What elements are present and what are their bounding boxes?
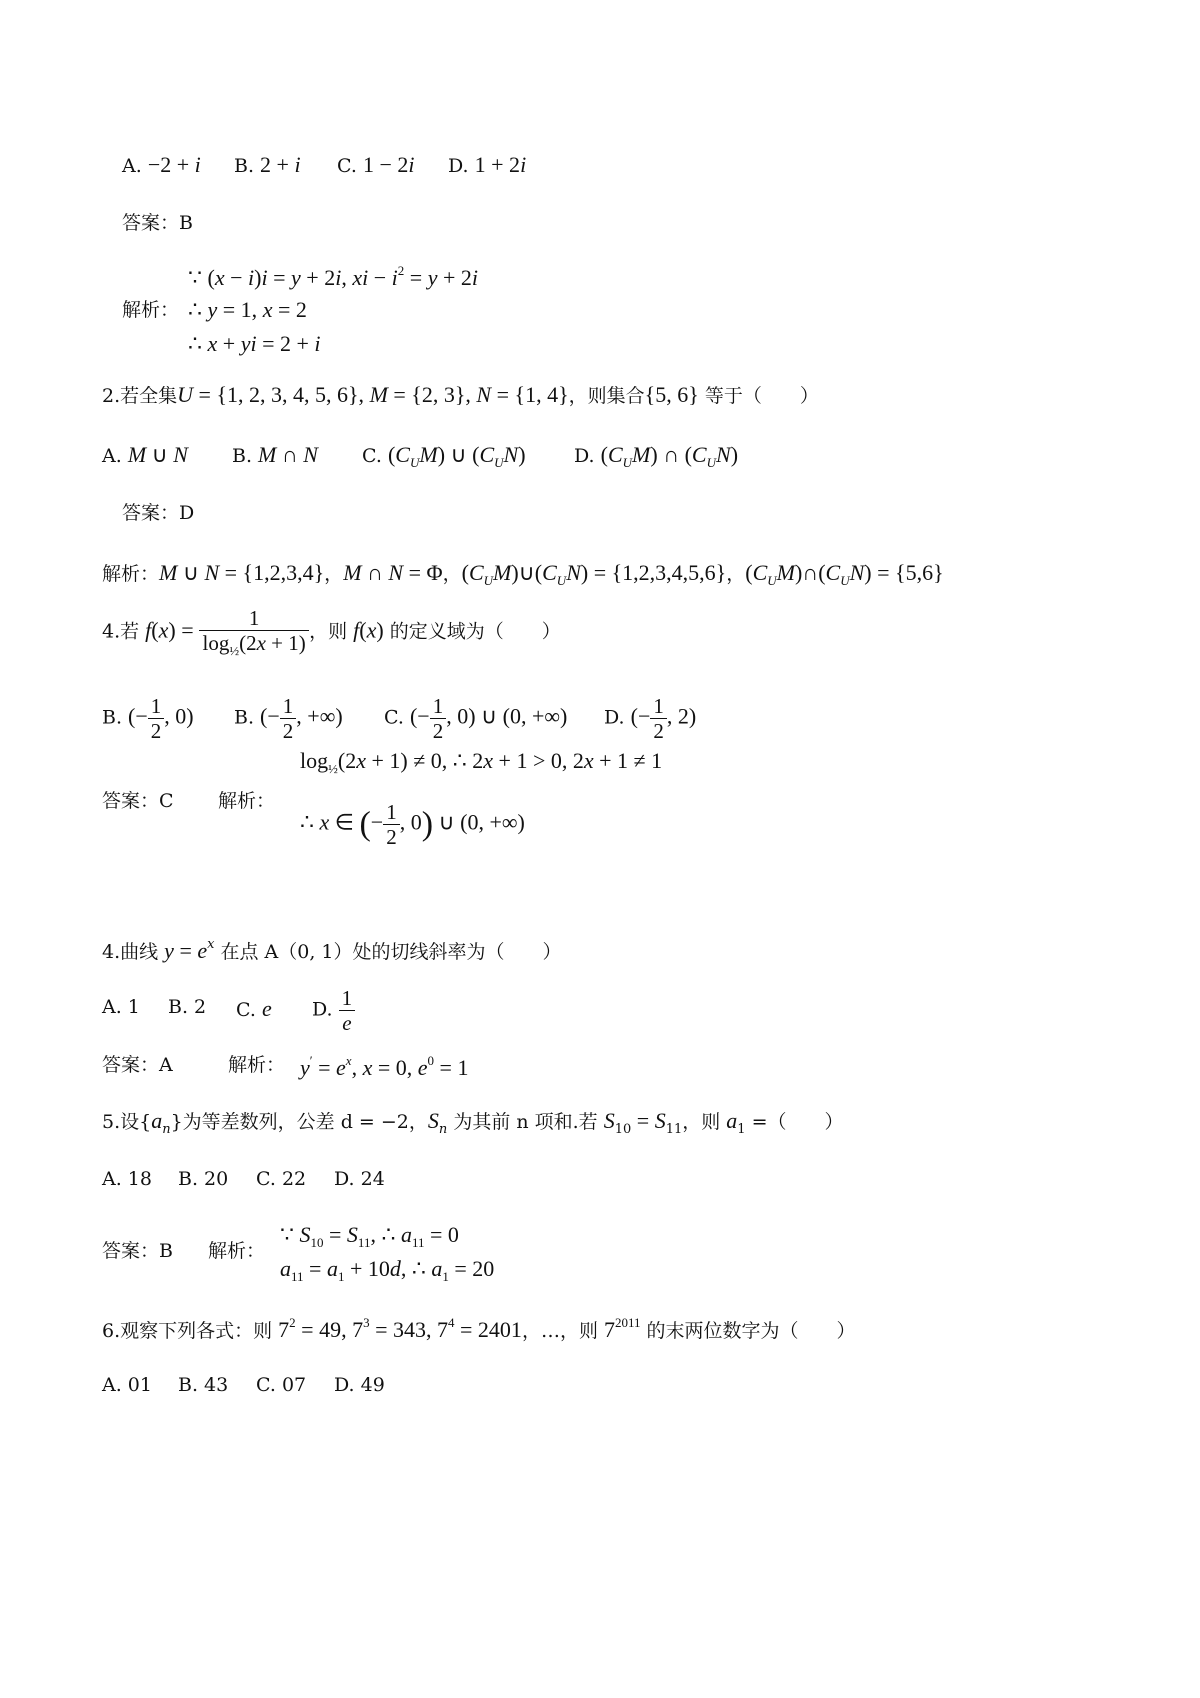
q1-option-b: B. 2 + i xyxy=(234,152,301,177)
q3-question: 4.若 f(x) = $\frac{1}{\log_{\frac{1}{2}}(2x + 1)}$ ，则 f(x) 的定义域为（ ） xyxy=(102,606,561,659)
q1-option-d: D. 1 + 2i xyxy=(448,152,527,177)
q3-analysis-line-1: $\log_{\frac{1}{2}}(2x + 1) \ne 0$, ∴ 2x + 1 > 0, 2x + 1 ≠ 1 xyxy=(300,748,663,776)
q3-analysis-label: 解析： xyxy=(218,790,276,812)
q5-option-a: A. 18 xyxy=(102,1168,152,1190)
q1-analysis-line-1: ∵ (x − i)i = y + 2i, xi − $i^2 = y + 2i$ xyxy=(188,263,478,290)
q6-option-c: C. 07 xyxy=(256,1374,307,1396)
q6-option-b: B. 43 xyxy=(178,1374,229,1396)
q3-option-d: D. (− $\frac{1}{2}$ , 2) xyxy=(604,694,697,744)
q3-option-a: B. (− $\frac{1}{2}$ , 0) xyxy=(102,694,194,744)
q1-option-a: A. −2 + i xyxy=(122,152,201,177)
q5-answer: 答案：B xyxy=(102,1240,173,1262)
q5-analysis-line-1: ∵ $S_{10} = S_{11}$, ∴ $a_{11} = 0$ xyxy=(280,1222,459,1250)
q4-option-d: D. $\frac{1}{e}$ xyxy=(312,986,355,1035)
q3-option-c: C. (− $\frac{1}{2}$ , 0) ∪ (0, +∞) xyxy=(384,694,568,744)
q4-option-a: A. 1 xyxy=(102,996,140,1018)
q3-option-b: B. (− $\frac{1}{2}$ , +∞) xyxy=(234,694,343,744)
q5-option-b: B. 20 xyxy=(178,1168,229,1190)
q2-option-a: A. M ∪ N xyxy=(102,442,188,467)
q1-option-c: C. 1 − 2i xyxy=(337,152,415,177)
q3-analysis-line-2: ∴ x ∈ (− $\frac{1}{2}$ , 0) ∪ (0, +∞) xyxy=(300,800,525,850)
q4-option-c: C. e xyxy=(236,996,272,1021)
q5-question: 5.设$\{a_n\}$为等差数列，公差 d = −2，$S_n$ 为其前 n 项和.若 $S_{10} = S_{11}$，则 $a_1$ =（ ） xyxy=(102,1108,844,1137)
q4-analysis-label: 解析： xyxy=(228,1054,286,1076)
q4-analysis: $y' = e^x$, x = 0, $e^0 = 1$ xyxy=(300,1053,469,1080)
q1-analysis-label: 解析： xyxy=(122,299,180,321)
q4-question: 4.曲线 $y = e^x$ 在点 A（0, 1）处的切线斜率为（ ） xyxy=(102,937,562,963)
q5-analysis-line-2: $a_{11} = a_1 + 10d$, ∴ $a_1 = 20$ xyxy=(280,1256,495,1284)
q5-analysis-label: 解析： xyxy=(208,1240,266,1262)
q6-option-d: D. 49 xyxy=(334,1374,385,1396)
q3-answer: 答案：C xyxy=(102,790,174,812)
q2-option-c: C. $(C_UM)$ ∪ $(C_UN)$ xyxy=(362,442,526,470)
q1-answer: 答案：B xyxy=(122,212,193,234)
q2-answer: 答案：D xyxy=(122,502,195,524)
q2-option-b: B. M ∩ N xyxy=(232,442,318,467)
q6-question: 6.观察下列各式：则 $7^2 = 49$, $7^3 = 343$, $7^4 = 2401$，…，则 $7^{2011}$ 的末两位数字为（ ） xyxy=(102,1315,856,1342)
q5-option-c: C. 22 xyxy=(256,1168,307,1190)
q2-analysis: 解析：M ∪ N = {1,2,3,4}，M ∩ N = Φ，$(C_UM)\cup(C_UN) = \{1,2,3,4,5,6\}$，$(C_UM)\cap(C_UN) = \{5,6\}$ xyxy=(102,560,944,588)
q4-answer: 答案：A xyxy=(102,1054,173,1076)
q1-analysis-line-3: ∴ x + yi = 2 + i xyxy=(188,331,321,356)
q2-option-d: D. $(C_UM)$ ∩ $(C_UN)$ xyxy=(574,442,739,470)
q4-option-b: B. 2 xyxy=(168,996,207,1018)
q5-option-d: D. 24 xyxy=(334,1168,385,1190)
q2-question: 2.若全集U = {1, 2, 3, 4, 5, 6}, M = {2, 3}, N = {1, 4}，则集合{5, 6} 等于（ ） xyxy=(102,382,819,407)
q6-option-a: A. 01 xyxy=(102,1374,152,1396)
q1-analysis-line-2: ∴ y = 1, x = 2 xyxy=(188,297,307,322)
